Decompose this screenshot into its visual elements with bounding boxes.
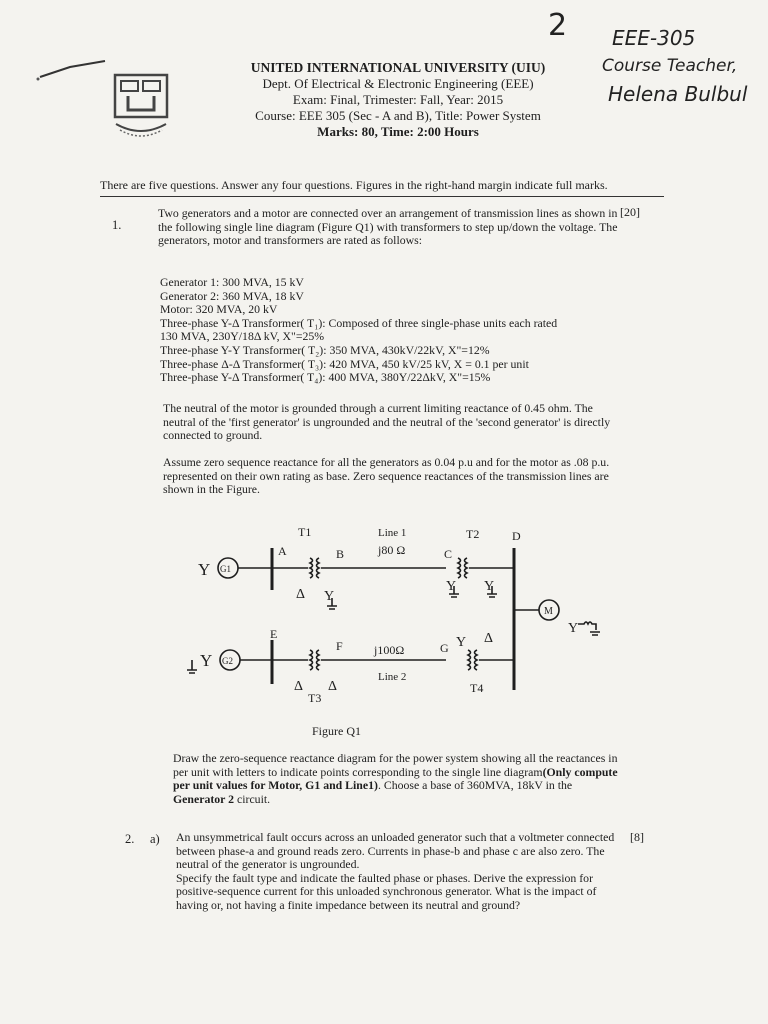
exam-header <box>228 60 568 140</box>
bus-e-label: E <box>270 627 278 641</box>
t1-delta: Δ <box>296 587 306 602</box>
single-line-diagram <box>178 520 628 710</box>
bus-g-label: G <box>440 641 449 655</box>
exam-info: Exam: Final, Trimester: Fall, Year: 2015 <box>292 92 504 107</box>
q1-task <box>173 752 619 806</box>
spec-line: Three-phase Y-Δ Transformer( T₄): 400 MVA, 380Y/22ΔkV, X"=15% <box>160 370 491 385</box>
header-divider <box>100 196 664 197</box>
t2-label: T2 <box>466 527 480 541</box>
q1-task-bold: (Only compute per unit values for Motor, G1 and Line1) <box>173 764 618 793</box>
t3-delta-right: Δ <box>328 679 338 694</box>
bus-f-label: F <box>336 639 343 653</box>
t3-delta-left: Δ <box>294 679 304 694</box>
bus-b-label: B <box>336 547 345 561</box>
university-logo <box>112 72 170 142</box>
line1-reactance: j80 Ω <box>378 543 406 557</box>
spec-line: Three-phase Δ-Δ Transformer( T₃): 420 MVA, 450 kV/25 kV, X = 0.1 per unit <box>160 356 529 371</box>
motor-label: M <box>544 606 553 617</box>
q1-neutral: The neutral of the motor is grounded through a current limiting reactance of 0.45 ohm. The neutral of the 'first generator' is ungrounded and the neutral of the 'second generator' is directly connected to ground. <box>163 401 611 443</box>
spec-line: Generator 1: 300 MVA, 15 kV <box>160 275 304 289</box>
university-name: UNITED INTERNATIONAL UNIVERSITY (UIU) <box>250 60 546 75</box>
t4-delta: Δ <box>484 631 494 646</box>
spec-line: Three-phase Y-Δ Transformer( T₁): Composed of three single-phase units each rated <box>160 315 558 330</box>
q1-specs <box>160 276 620 385</box>
g1-wye-symbol: Y <box>198 560 211 579</box>
course-code-note: EEE-305 <box>612 26 696 50</box>
spec-line: Generator 2: 360 MVA, 18 kV <box>160 288 304 303</box>
bus-d-label: D <box>512 529 521 543</box>
figure-caption: Figure Q1 <box>312 724 361 738</box>
t4-label: T4 <box>470 681 484 695</box>
spec-line: Motor: 320 MVA, 20 kV <box>160 302 278 317</box>
spec-line: Three-phase Y-Y Transformer( T₂): 350 MVA, 430kV/22kV, X"=12% <box>160 342 490 357</box>
line2-label: Line 2 <box>378 671 407 683</box>
g1-label: G1 <box>220 564 231 574</box>
t2-wye-left: Y <box>446 579 457 594</box>
line2-reactance: j100Ω <box>374 643 405 657</box>
q2-paragraph: Specify the fault type and indicate the faulted phase or phases. Derive the expression for positive-sequence current for this unloaded synchronous generator. What is the impact of having or, not having a finite impedance between its neutral and ground? <box>176 870 597 912</box>
q2-part: a) <box>150 832 160 846</box>
page-number: 2 <box>548 8 568 43</box>
bus-a-label: A <box>278 544 287 558</box>
q1-task-text: Draw the zero-sequence reactance diagram for the power system showing all the reactances in per unit with letters to indicate points corresponding to the single line diagram <box>173 751 618 779</box>
teacher-name-note: Helena Bulbul <box>608 82 748 106</box>
spec-line: 130 MVA, 230Y/18Δ kV, X"=25% <box>160 329 325 344</box>
q1-task-text2: . Choose a base of 360MVA, 18kV in the <box>377 778 573 793</box>
course-info: Course: EEE 305 (Sec - A and B), Title: Power System <box>255 108 541 123</box>
t4-wye: Y <box>456 635 467 650</box>
q1-assumption: Assume zero sequence reactance for all the generators as 0.04 p.u and for the motor as .08 p.u. represented on their own rating as base. Zero sequence reactances of the transmission lines are shown in the Figure. <box>163 455 610 497</box>
t1-label: T1 <box>298 525 312 539</box>
marks-time: Marks: 80, Time: 2:00 Hours <box>317 124 479 139</box>
motor-wye: Y <box>568 621 579 636</box>
instructions: There are five questions. Answer any four questions. Figures in the right-hand margin indicate full marks. <box>100 178 608 192</box>
teacher-label-note: Course Teacher, <box>602 56 738 76</box>
department: Dept. Of Electrical & Electronic Engineering (EEE) <box>262 76 534 91</box>
bus-c-label: C <box>444 547 453 561</box>
t1-wye: Y <box>324 589 335 604</box>
q1-task-text3: circuit. <box>234 791 271 806</box>
q2-number: 2. <box>125 832 135 846</box>
g2-wye-symbol: Y <box>200 651 213 670</box>
t3-label: T3 <box>308 691 322 705</box>
t2-wye-right: Y <box>484 579 495 594</box>
q1-intro: Two generators and a motor are connected over an arrangement of transmission lines as shown in the following single line diagram (Figure Q1) with transformers to step up/down the voltage. The generators, motor and transformers are rated as follows: <box>158 206 618 248</box>
pen-scribble <box>30 55 110 85</box>
q1-task-bold2: Generator 2 <box>173 791 235 806</box>
q1-number: 1. <box>112 218 122 232</box>
line1-label: Line 1 <box>378 527 407 539</box>
q1-marks: [20] <box>620 205 640 219</box>
q2-paragraph: An unsymmetrical fault occurs across an unloaded generator such that a voltmeter connected between phase-a and ground reads zero. Currents in phase-b and phase c are also zero. The neutral of the generator is ungrounded. <box>176 830 615 872</box>
g2-label: G2 <box>222 656 233 666</box>
q2-marks: [8] <box>630 830 644 844</box>
q2-text <box>176 831 622 913</box>
